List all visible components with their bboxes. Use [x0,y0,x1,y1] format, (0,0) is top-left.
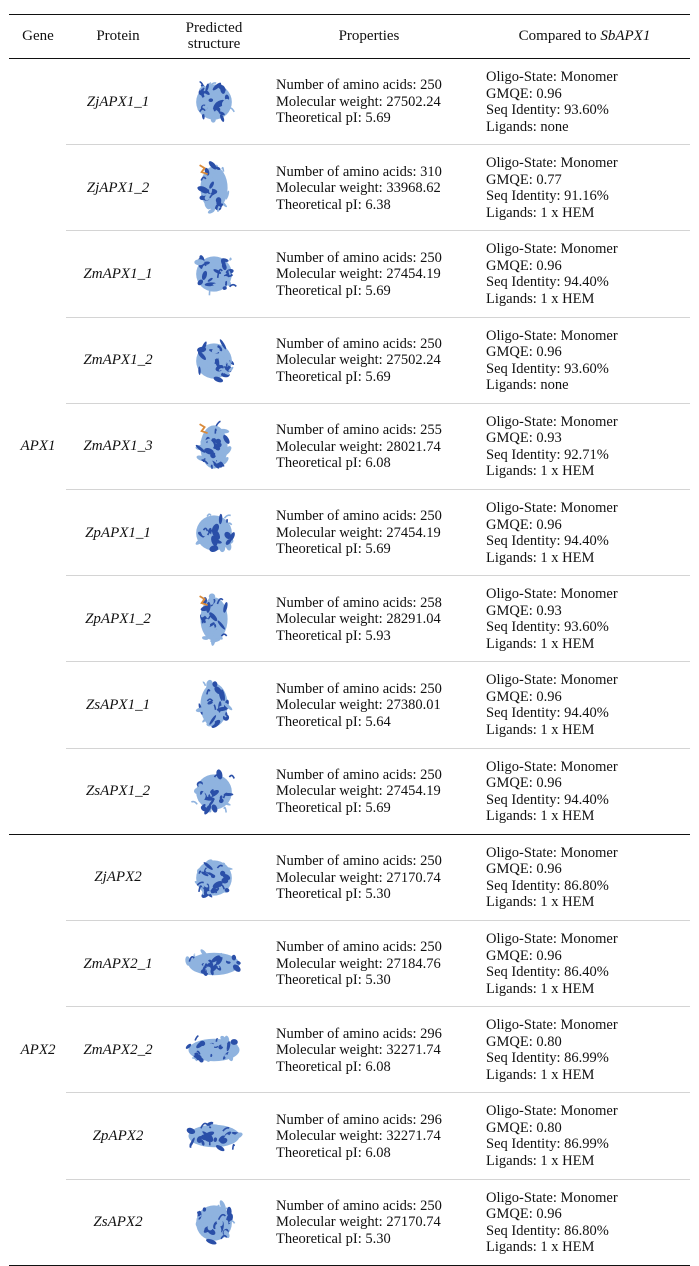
table-row [9,59,690,145]
comparison-cell [486,490,618,576]
sequence-identity: Seq Identity: 86.99% [486,1136,609,1153]
molecular-weight: Molecular weight: 27380.01 [276,697,441,714]
gmqe-score: GMQE: 0.96 [486,688,562,705]
predicted-structure [178,1093,250,1179]
properties-cell [276,749,442,835]
sequence-identity: Seq Identity: 92.71% [486,446,609,463]
header-structure-line1: Predicted [185,20,243,36]
protein-structure-ribbon-icon [179,588,249,650]
protein-name: ZmAPX2_2 [83,1041,153,1058]
amino-acid-count: Number of amino acids: 250 [276,77,442,94]
properties-cell [276,145,442,231]
predicted-structure [178,835,250,921]
oligo-state: Oligo-State: Monomer [486,413,618,430]
properties-cell [276,318,442,404]
header-compared-prefix: Compared to [518,28,601,44]
ligands: Ligands: none [486,377,569,394]
protein-structure-ribbon-icon [179,674,249,736]
table-row [9,1180,690,1266]
properties-cell [276,404,442,490]
gmqe-score: GMQE: 0.93 [486,602,562,619]
protein-structure-ribbon-icon [179,502,249,564]
gene-group-label: APX2 [20,1041,56,1058]
gmqe-score: GMQE: 0.96 [486,257,562,274]
protein-name: ZjAPX1_1 [86,93,150,110]
amino-acid-count: Number of amino acids: 296 [276,1111,442,1128]
sequence-identity: Seq Identity: 86.80% [486,877,609,894]
oligo-state: Oligo-State: Monomer [486,844,618,861]
protein-structure-ribbon-icon [179,933,249,995]
header-compared [479,14,690,58]
comparison-cell [486,145,618,231]
theoretical-pi: Theoretical pI: 5.93 [276,627,391,644]
comparison-cell [486,59,618,145]
table-row [9,490,690,576]
molecular-weight: Molecular weight: 27454.19 [276,783,441,800]
protein-name: ZsAPX1_2 [85,783,151,800]
theoretical-pi: Theoretical pI: 5.69 [276,282,391,299]
gmqe-score: GMQE: 0.96 [486,344,562,361]
properties-cell [276,490,442,576]
molecular-weight: Molecular weight: 28291.04 [276,611,441,628]
ligands: Ligands: 1 x HEM [486,204,595,221]
protein-structure-ribbon-icon [179,1105,249,1167]
amino-acid-count: Number of amino acids: 250 [276,335,442,352]
table-row [9,1093,690,1179]
protein-name: ZsAPX1_1 [85,696,151,713]
predicted-structure [178,1007,250,1093]
amino-acid-count: Number of amino acids: 255 [276,422,442,439]
predicted-structure [178,490,250,576]
comparison-cell [486,835,618,921]
gmqe-score: GMQE: 0.96 [486,947,562,964]
predicted-structure [178,318,250,404]
ligands: Ligands: 1 x HEM [486,1239,595,1256]
ligands: Ligands: none [486,118,569,135]
protein-structure-ribbon-icon [179,1019,249,1081]
properties-cell [276,59,442,145]
predicted-structure [178,59,250,145]
protein-structure-ribbon-icon [179,847,249,909]
gmqe-score: GMQE: 0.96 [486,1206,562,1223]
gmqe-score: GMQE: 0.80 [486,1033,562,1050]
group-rule [9,834,690,835]
comparison-cell [486,749,618,835]
sequence-identity: Seq Identity: 94.40% [486,533,609,550]
comparison-cell [486,576,618,662]
table-row [9,1007,690,1093]
predicted-structure [178,231,250,317]
comparison-cell [486,231,618,317]
theoretical-pi: Theoretical pI: 5.69 [276,110,391,127]
molecular-weight: Molecular weight: 32271.74 [276,1042,441,1059]
theoretical-pi: Theoretical pI: 6.08 [276,1058,391,1075]
gene-group-label: APX1 [20,438,56,455]
properties-cell [276,921,442,1007]
sequence-identity: Seq Identity: 93.60% [486,360,609,377]
table-row [9,231,690,317]
table-row [9,749,690,835]
properties-cell [276,1180,442,1266]
protein-structure-ribbon-icon [179,330,249,392]
protein-name: ZpAPX1_2 [85,610,151,627]
protein-structure-ribbon-icon [179,243,249,305]
ligands: Ligands: 1 x HEM [486,980,595,997]
predicted-structure [178,1180,250,1266]
theoretical-pi: Theoretical pI: 5.69 [276,368,391,385]
ligands: Ligands: 1 x HEM [486,290,595,307]
predicted-structure [178,921,250,1007]
protein-name: ZmAPX1_1 [83,265,153,282]
amino-acid-count: Number of amino acids: 250 [276,249,442,266]
protein-structure-ribbon-icon [179,157,249,219]
header-protein: Protein [96,28,140,44]
oligo-state: Oligo-State: Monomer [486,1103,618,1120]
sequence-identity: Seq Identity: 86.99% [486,1050,609,1067]
comparison-cell [486,1007,618,1093]
amino-acid-count: Number of amino acids: 250 [276,939,442,956]
gmqe-score: GMQE: 0.96 [486,861,562,878]
theoretical-pi: Theoretical pI: 5.64 [276,713,391,730]
amino-acid-count: Number of amino acids: 250 [276,680,442,697]
oligo-state: Oligo-State: Monomer [486,586,618,603]
gmqe-score: GMQE: 0.93 [486,430,562,447]
comparison-cell [486,1093,618,1179]
table-row [9,662,690,748]
amino-acid-count: Number of amino acids: 250 [276,1197,442,1214]
theoretical-pi: Theoretical pI: 5.30 [276,972,391,989]
molecular-weight: Molecular weight: 27502.24 [276,93,441,110]
predicted-structure [178,662,250,748]
header-structure [174,14,254,58]
ligands: Ligands: 1 x HEM [486,721,595,738]
predicted-structure [178,576,250,662]
molecular-weight: Molecular weight: 27502.24 [276,352,441,369]
sequence-identity: Seq Identity: 94.40% [486,705,609,722]
oligo-state: Oligo-State: Monomer [486,155,618,172]
protein-name: ZmAPX2_1 [83,955,153,972]
gmqe-score: GMQE: 0.80 [486,1119,562,1136]
theoretical-pi: Theoretical pI: 5.69 [276,799,391,816]
amino-acid-count: Number of amino acids: 296 [276,1025,442,1042]
theoretical-pi: Theoretical pI: 6.08 [276,455,391,472]
molecular-weight: Molecular weight: 27170.74 [276,1214,441,1231]
predicted-structure [178,749,250,835]
oligo-state: Oligo-State: Monomer [486,758,618,775]
properties-cell [276,1007,442,1093]
amino-acid-count: Number of amino acids: 250 [276,508,442,525]
molecular-weight: Molecular weight: 27170.74 [276,869,441,886]
protein-name: ZpAPX2 [92,1127,144,1144]
protein-structure-ribbon-icon [179,1192,249,1254]
table-row [9,835,690,921]
comparison-cell [486,1180,618,1266]
amino-acid-count: Number of amino acids: 258 [276,594,442,611]
oligo-state: Oligo-State: Monomer [486,500,618,517]
table-row [9,921,690,1007]
oligo-state: Oligo-State: Monomer [486,931,618,948]
gmqe-score: GMQE: 0.96 [486,775,562,792]
theoretical-pi: Theoretical pI: 5.30 [276,1230,391,1247]
oligo-state: Oligo-State: Monomer [486,327,618,344]
comparison-cell [486,318,618,404]
comparison-cell [486,662,618,748]
predicted-structure [178,404,250,490]
properties-cell [276,662,442,748]
theoretical-pi: Theoretical pI: 6.38 [276,196,391,213]
gmqe-score: GMQE: 0.96 [486,85,562,102]
header-compared-ref: SbAPX1 [600,28,651,44]
sequence-identity: Seq Identity: 91.16% [486,188,609,205]
properties-cell [276,835,442,921]
sequence-identity: Seq Identity: 94.40% [486,791,609,808]
header-structure-line2: structure [187,36,241,52]
theoretical-pi: Theoretical pI: 5.69 [276,541,391,558]
protein-structure-ribbon-icon [179,416,249,478]
sequence-identity: Seq Identity: 94.40% [486,274,609,291]
sequence-identity: Seq Identity: 93.60% [486,102,609,119]
protein-name: ZpAPX1_1 [85,524,151,541]
molecular-weight: Molecular weight: 32271.74 [276,1128,441,1145]
properties-cell [276,1093,442,1179]
molecular-weight: Molecular weight: 28021.74 [276,438,441,455]
comparison-cell [486,404,618,490]
protein-name: ZjAPX1_2 [86,179,150,196]
properties-cell [276,231,442,317]
oligo-state: Oligo-State: Monomer [486,241,618,258]
table-row [9,318,690,404]
table-row [9,576,690,662]
theoretical-pi: Theoretical pI: 5.30 [276,886,391,903]
table-row [9,145,690,231]
ligands: Ligands: 1 x HEM [486,463,595,480]
protein-name: ZmAPX1_2 [83,352,153,369]
properties-cell [276,576,442,662]
ligands: Ligands: 1 x HEM [486,1066,595,1083]
gmqe-score: GMQE: 0.96 [486,516,562,533]
protein-structure-ribbon-icon [179,71,249,133]
comparison-cell [486,921,618,1007]
predicted-structure [178,145,250,231]
ligands: Ligands: 1 x HEM [486,894,595,911]
oligo-state: Oligo-State: Monomer [486,1189,618,1206]
protein-structure-ribbon-icon [179,761,249,823]
protein-name: ZsAPX2 [93,1214,143,1231]
oligo-state: Oligo-State: Monomer [486,672,618,689]
molecular-weight: Molecular weight: 27454.19 [276,524,441,541]
header-properties: Properties [338,28,400,44]
sequence-identity: Seq Identity: 86.80% [486,1222,609,1239]
amino-acid-count: Number of amino acids: 310 [276,163,442,180]
molecular-weight: Molecular weight: 27454.19 [276,266,441,283]
amino-acid-count: Number of amino acids: 250 [276,853,442,870]
protein-name: ZmAPX1_3 [83,438,153,455]
oligo-state: Oligo-State: Monomer [486,69,618,86]
table-row [9,404,690,490]
gmqe-score: GMQE: 0.77 [486,171,562,188]
ligands: Ligands: 1 x HEM [486,549,595,566]
sequence-identity: Seq Identity: 93.60% [486,619,609,636]
molecular-weight: Molecular weight: 33968.62 [276,180,441,197]
ligands: Ligands: 1 x HEM [486,1152,595,1169]
oligo-state: Oligo-State: Monomer [486,1017,618,1034]
molecular-weight: Molecular weight: 27184.76 [276,955,441,972]
sequence-identity: Seq Identity: 86.40% [486,964,609,981]
header-gene: Gene [22,28,54,44]
theoretical-pi: Theoretical pI: 6.08 [276,1144,391,1161]
amino-acid-count: Number of amino acids: 250 [276,766,442,783]
protein-name: ZjAPX2 [94,869,142,886]
ligands: Ligands: 1 x HEM [486,635,595,652]
ligands: Ligands: 1 x HEM [486,808,595,825]
